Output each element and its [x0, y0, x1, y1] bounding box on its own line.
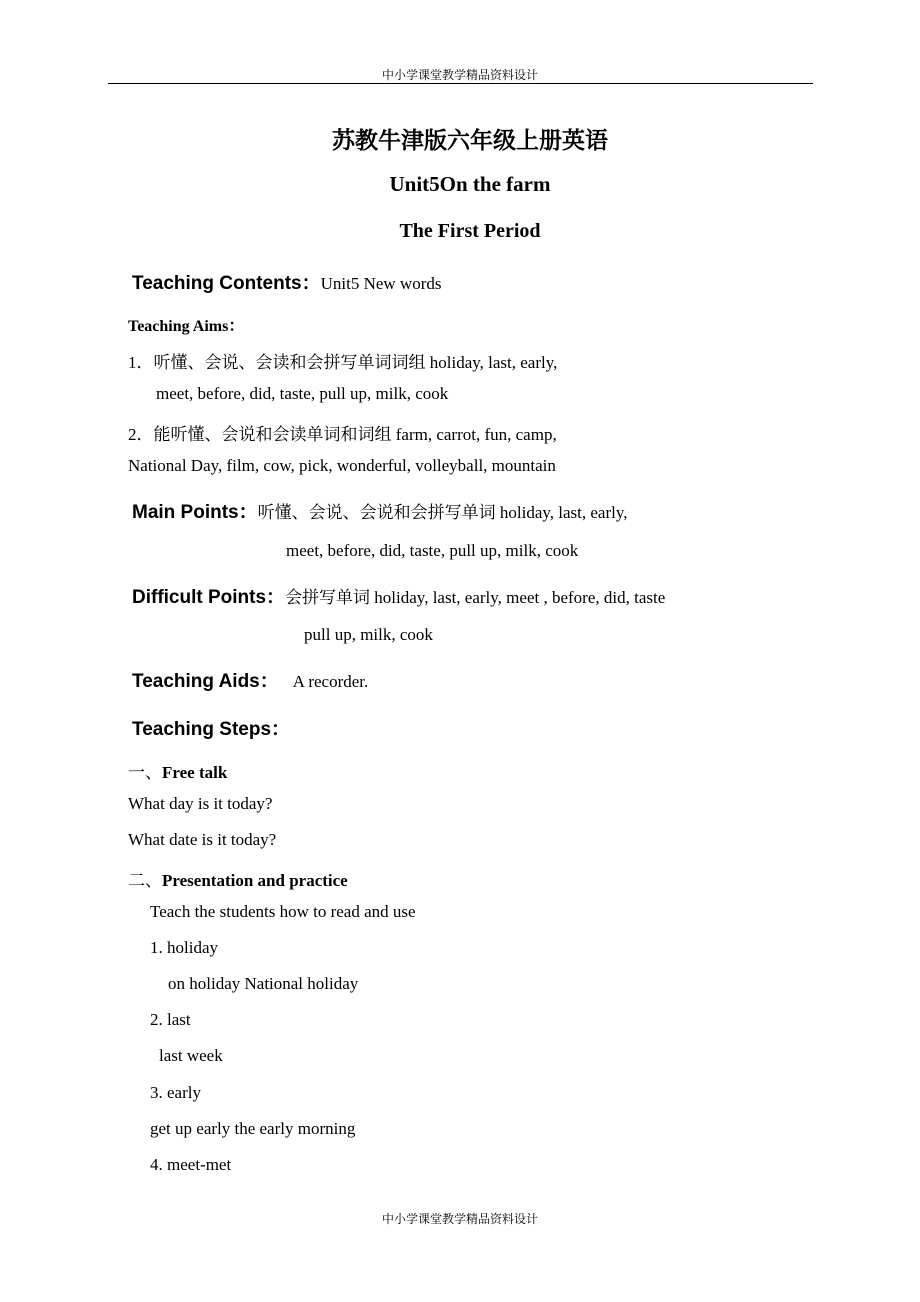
aims-item-1-line-2: meet, before, did, taste, pull up, milk, cook	[156, 384, 449, 403]
step-1-number: 一、	[128, 763, 162, 782]
step-1-title: Free talk	[162, 763, 228, 782]
word-4: 4. meet-met	[150, 1155, 232, 1174]
header-rule	[108, 83, 813, 84]
teaching-aids-label: Teaching Aids：	[132, 671, 279, 692]
document-title: 苏教牛津版六年级上册英语	[332, 128, 608, 153]
main-points-label: Main Points：	[132, 502, 258, 523]
step-2-heading	[128, 866, 348, 891]
unit-title: Unit5On the farm	[389, 172, 551, 196]
page-header: 中小学课堂教学精品资料设计	[381, 68, 538, 82]
page-footer: 中小学课堂教学精品资料设计	[381, 1212, 538, 1226]
teaching-contents-label: Teaching Contents：	[132, 273, 321, 294]
teaching-contents	[132, 268, 442, 295]
main-points-line-1: 听懂、会说、会说和会拼写单词 holiday, last, early,	[257, 503, 628, 522]
difficult-points	[132, 582, 665, 609]
word-2: 2. last	[150, 1010, 191, 1029]
word-1: 1. holiday	[150, 938, 218, 957]
word-3-example: get up early the early morning	[150, 1119, 356, 1138]
question-2: What date is it today?	[128, 830, 277, 849]
step-2-intro: Teach the students how to read and use	[150, 902, 416, 921]
word-1-example: on holiday National holiday	[168, 974, 359, 993]
difficult-points-line-2: pull up, milk, cook	[304, 625, 433, 644]
question-1: What day is it today?	[128, 794, 273, 813]
step-2-number: 二、	[128, 871, 162, 890]
teaching-aims-label: Teaching Aims：	[128, 318, 245, 335]
word-2-example: last week	[159, 1046, 223, 1065]
step-1-heading	[128, 758, 227, 783]
teaching-aids-value: A recorder.	[292, 672, 369, 691]
aims-item-1-line-1: 1．听懂、会说、会读和会拼写单词词组 holiday, last, early,	[128, 353, 558, 372]
word-3: 3. early	[150, 1083, 201, 1102]
period-title: The First Period	[399, 220, 541, 242]
main-points-line-2: meet, before, did, taste, pull up, milk, cook	[286, 541, 579, 560]
aims-item-2-line-2: National Day, film, cow, pick, wonderful, volleyball, mountain	[128, 456, 556, 475]
main-points	[132, 497, 628, 524]
teaching-contents-value: Unit5 New words	[320, 274, 442, 293]
teaching-aids	[132, 666, 368, 693]
difficult-points-label: Difficult Points：	[132, 587, 286, 608]
difficult-points-line-1: 会拼写单词 holiday, last, early, meet , before, did, taste	[285, 588, 666, 607]
step-2-title: Presentation and practice	[162, 871, 348, 890]
aims-item-2-line-1: 2．能听懂、会说和会读单词和词组 farm, carrot, fun, camp,	[128, 425, 557, 444]
teaching-steps-label: Teaching Steps：	[132, 719, 291, 740]
